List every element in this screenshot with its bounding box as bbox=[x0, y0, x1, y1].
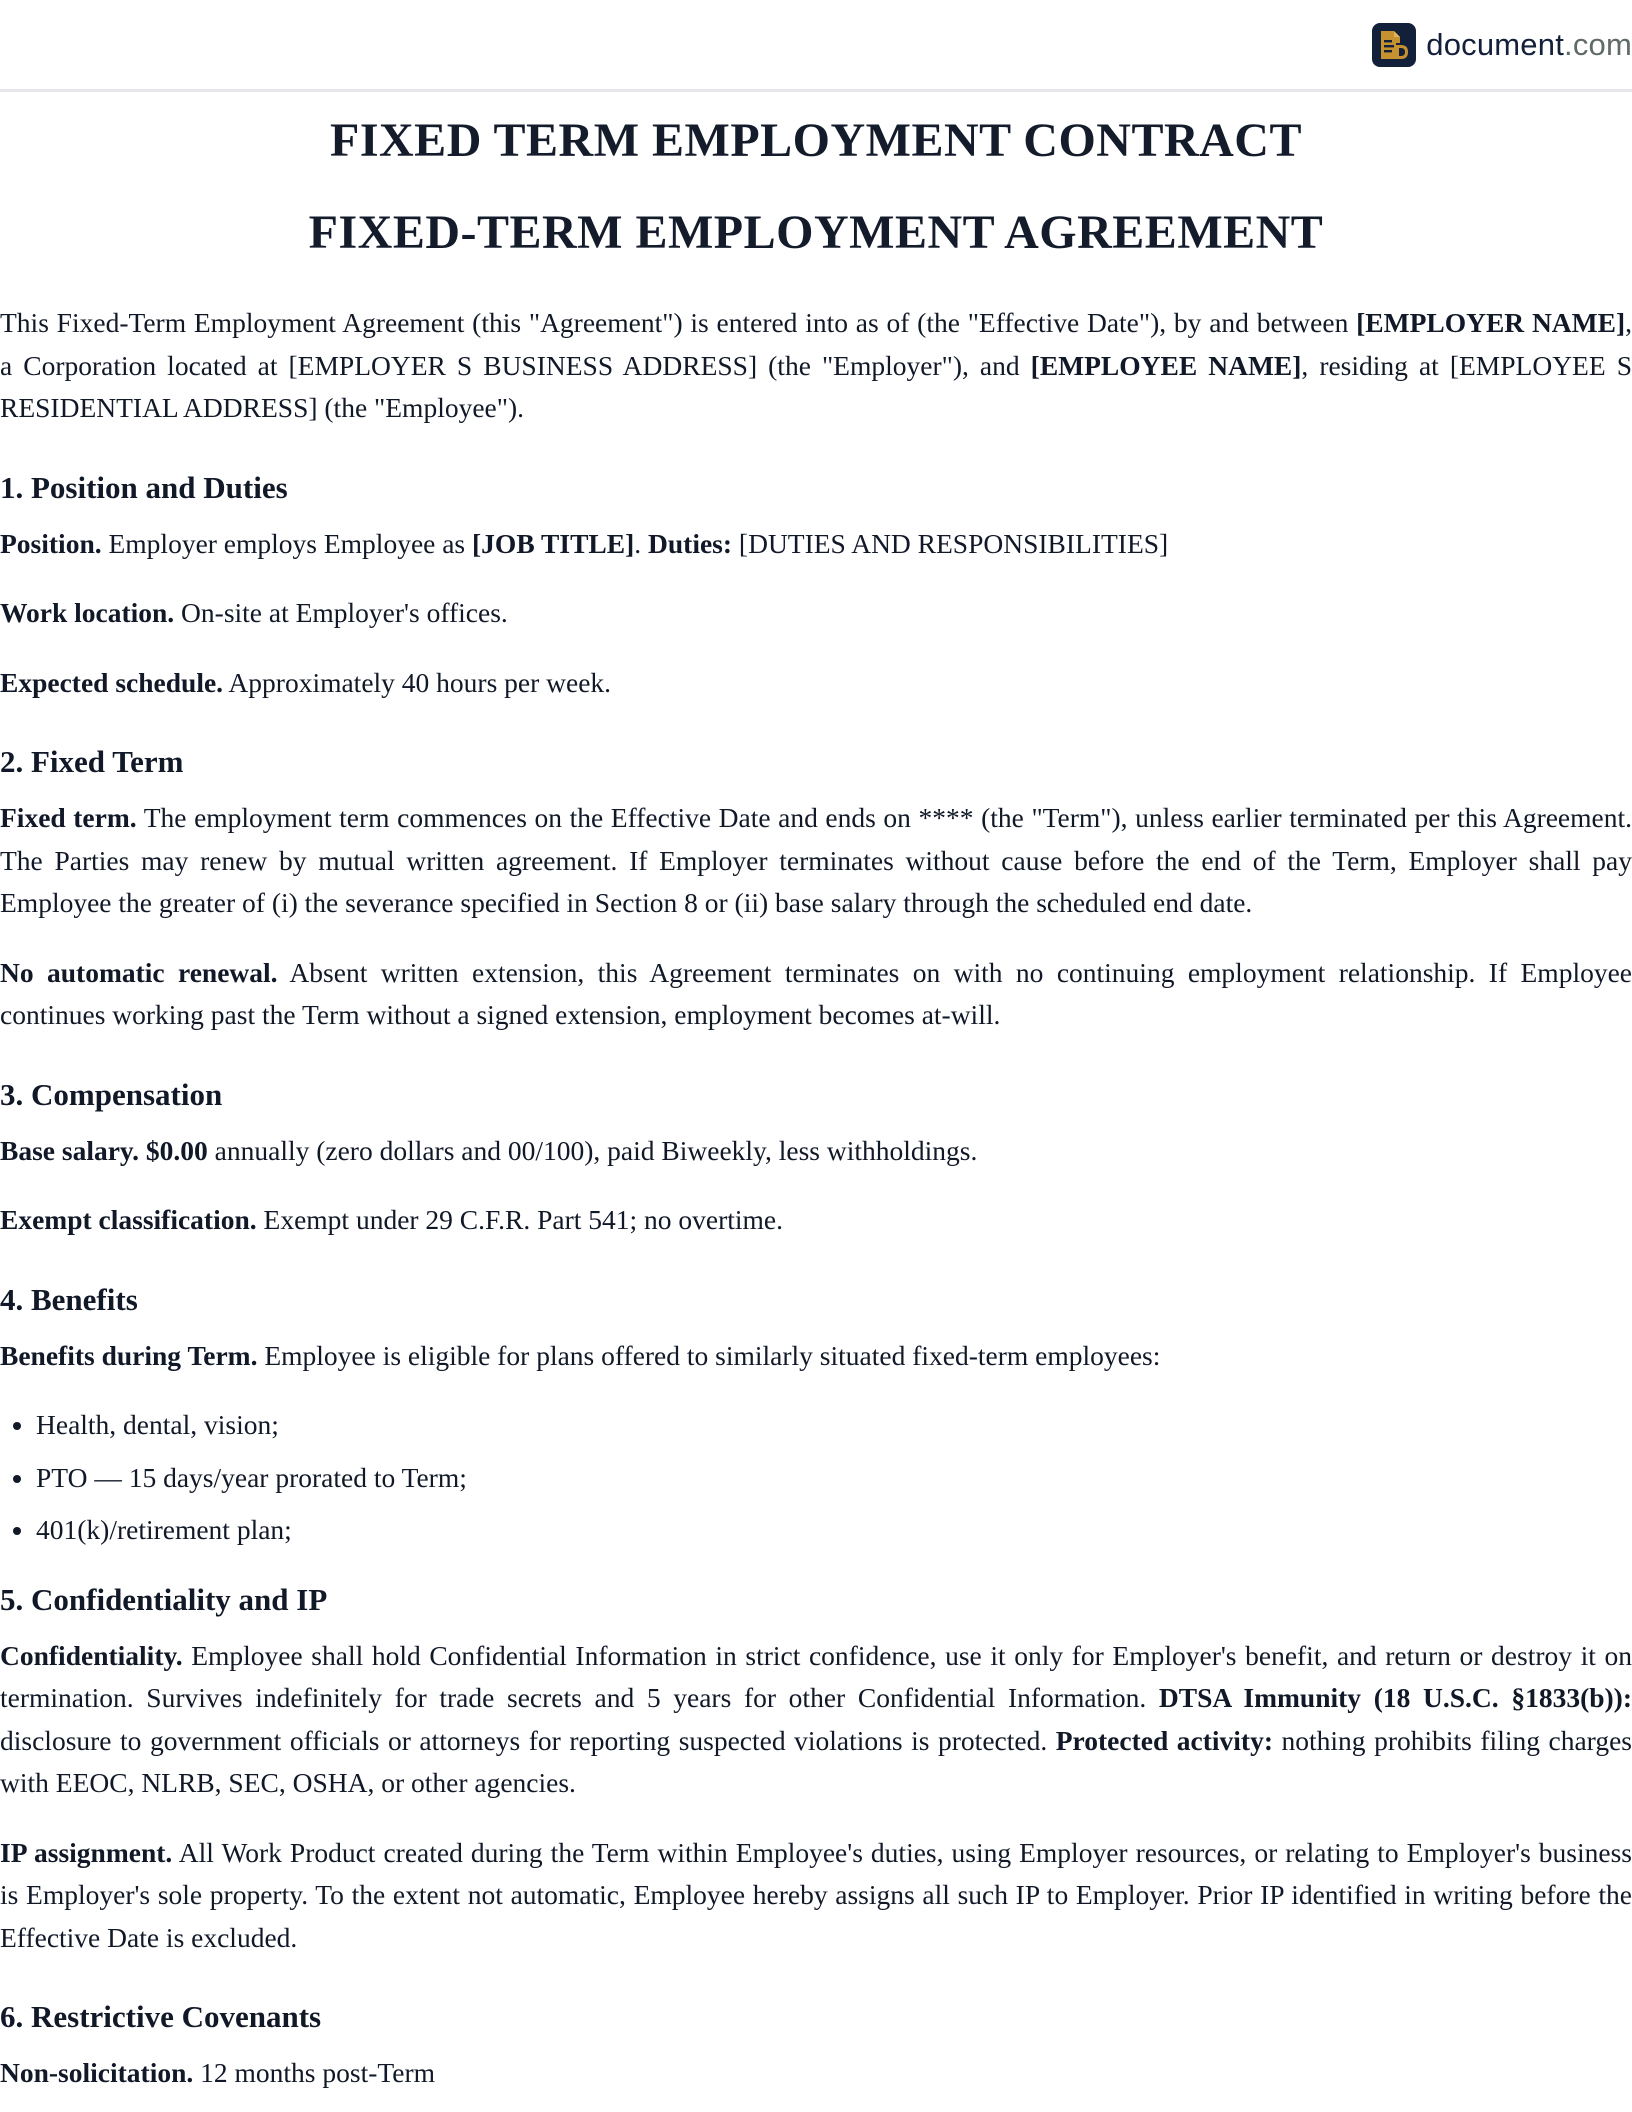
clause-text: Absent written extension, this Agreement terminates on with no continuing employment relationship. If Employee continues working past the Term without a signed extension, employment becomes at-will. bbox=[0, 956, 1632, 1030]
clause-work-location bbox=[0, 592, 1632, 635]
clause-label: DTSA Immunity (18 U.S.C. §1833(b)): bbox=[1158, 1682, 1632, 1713]
list-item: • PTO — 15 days/year prorated to Term; bbox=[36, 1457, 1632, 1500]
section-heading-confidentiality: 5. Confidentiality and IP bbox=[0, 1581, 328, 1617]
intro-text: This Fixed-Term Employment Agreement (this "Agreement") is entered into as of (the "Effective Date"), by and between bbox=[0, 307, 1357, 338]
clause-text: [DUTIES AND RESPONSIBILITIES] bbox=[732, 527, 1169, 559]
clause-text: Employee is eligible for plans offered to similarly situated fixed-term employees: bbox=[257, 1339, 1161, 1371]
list-item: • 401(k)/retirement plan; bbox=[36, 1509, 1632, 1552]
document-title: FIXED TERM EMPLOYMENT CONTRACT bbox=[330, 114, 1302, 167]
clause-label: No automatic renewal. bbox=[0, 956, 278, 988]
top-bar bbox=[0, 0, 1632, 92]
clause-text: On-site at Employer's offices. bbox=[174, 597, 508, 628]
brand-logo[interactable] bbox=[1372, 23, 1632, 67]
clause-label: Work location. bbox=[0, 597, 175, 628]
clause-text: annually (zero dollars and 00/100), paid Biweekly, less withholdings. bbox=[207, 1134, 978, 1166]
clause-label: Expected schedule. bbox=[0, 666, 224, 698]
section-heading-position: 1. Position and Duties bbox=[0, 469, 288, 505]
brand-name-main: document bbox=[1426, 26, 1565, 62]
clause-text: 12 months post-Term bbox=[193, 2057, 436, 2088]
clause-label: Exempt classification. bbox=[0, 1204, 257, 1235]
clause-text: The employment term commences on the Effective Date and ends on **** (the "Term"), unless earlier terminated per this Agreement. The Parties may renew by mutual written agreement. If Employer terminates without cause before the end of the Term, Employer shall pay Employee the greater of (i) the severance specified in Section 8 or (ii) base salary through the scheduled end date. bbox=[0, 802, 1632, 918]
brand-name-tld: .com bbox=[1564, 26, 1632, 62]
clause-position bbox=[0, 523, 1632, 566]
clause-text: Approximately 40 hours per week. bbox=[223, 666, 612, 698]
document-subtitle: FIXED-TERM EMPLOYMENT AGREEMENT bbox=[308, 206, 1324, 259]
benefits-list bbox=[0, 1404, 1632, 1552]
clause-fixed-term bbox=[0, 797, 1632, 925]
employee-name: [EMPLOYEE NAME] bbox=[1030, 349, 1302, 381]
clause-no-auto-renewal bbox=[0, 952, 1632, 1037]
clause-text: Employee shall hold Confidential Information in strict confidence, use it only for Employer's benefit, and return or destroy it on termination. Survives indefinitely for trade secrets and 5 years for other Confidential Information. bbox=[0, 1639, 1632, 1713]
clause-text: Exempt under 29 C.F.R. Part 541; no overtime. bbox=[256, 1204, 784, 1235]
clause-schedule bbox=[0, 662, 1632, 705]
employer-name: [EMPLOYER NAME] bbox=[1356, 307, 1626, 338]
section-heading-compensation: 3. Compensation bbox=[0, 1076, 223, 1112]
clause-base-salary bbox=[0, 1130, 1632, 1173]
clause-text: disclosure to government officials or attorneys for reporting suspected violations is protected. bbox=[0, 1724, 1056, 1756]
clause-benefits bbox=[0, 1335, 1632, 1378]
clause-ip-assignment bbox=[0, 1832, 1632, 1960]
clause-label: IP assignment. bbox=[0, 1836, 173, 1868]
clause-label: Fixed term. bbox=[0, 802, 137, 833]
clause-label: Position. bbox=[0, 527, 102, 559]
clause-label: Confidentiality. bbox=[0, 1639, 183, 1671]
document-body bbox=[0, 112, 1632, 2095]
intro-paragraph bbox=[0, 302, 1632, 430]
section-heading-benefits: 4. Benefits bbox=[0, 1281, 138, 1317]
document-logo-icon bbox=[1372, 23, 1416, 67]
section-heading-restrictive-covenants: 6. Restrictive Covenants bbox=[0, 1999, 322, 2034]
clause-confidentiality bbox=[0, 1635, 1632, 1805]
clause-label: Base salary. bbox=[0, 1134, 140, 1166]
intro-text: , residing at [EMPLOYEE S RESIDENTIAL ADDRESS] (the "Employee"). bbox=[0, 349, 1632, 423]
clause-label: Non-solicitation. bbox=[0, 2057, 194, 2088]
clause-label: Protected activity: bbox=[1055, 1724, 1273, 1756]
clause-text: nothing prohibits filing charges with EEOC, NLRB, SEC, OSHA, or other agencies. bbox=[0, 1724, 1632, 1798]
job-title: [JOB TITLE] bbox=[472, 527, 635, 559]
clause-label: Benefits during Term. bbox=[0, 1339, 258, 1371]
intro-text: , a Corporation located at [EMPLOYER S BUSINESS ADDRESS] (the "Employer"), and bbox=[0, 307, 1632, 381]
clause-text: Employer employs Employee as bbox=[101, 527, 473, 559]
salary-amount: $0.00 bbox=[145, 1134, 208, 1166]
section-heading-fixed-term: 2. Fixed Term bbox=[0, 744, 184, 779]
clause-exempt bbox=[0, 1199, 1632, 1242]
clause-text: All Work Product created during the Term within Employee's duties, using Employer resources, or relating to Employer's business is Employer's sole property. To the extent not automatic, Employee hereby assigns all such IP to Employer. Prior IP identified in writing before the Effective Date is excluded. bbox=[0, 1836, 1632, 1953]
clause-text: . bbox=[634, 527, 649, 559]
brand-name bbox=[1426, 27, 1632, 63]
list-item: • Health, dental, vision; bbox=[36, 1404, 1632, 1447]
clause-label: Duties: bbox=[648, 527, 733, 559]
clause-non-solicitation bbox=[0, 2052, 1632, 2095]
